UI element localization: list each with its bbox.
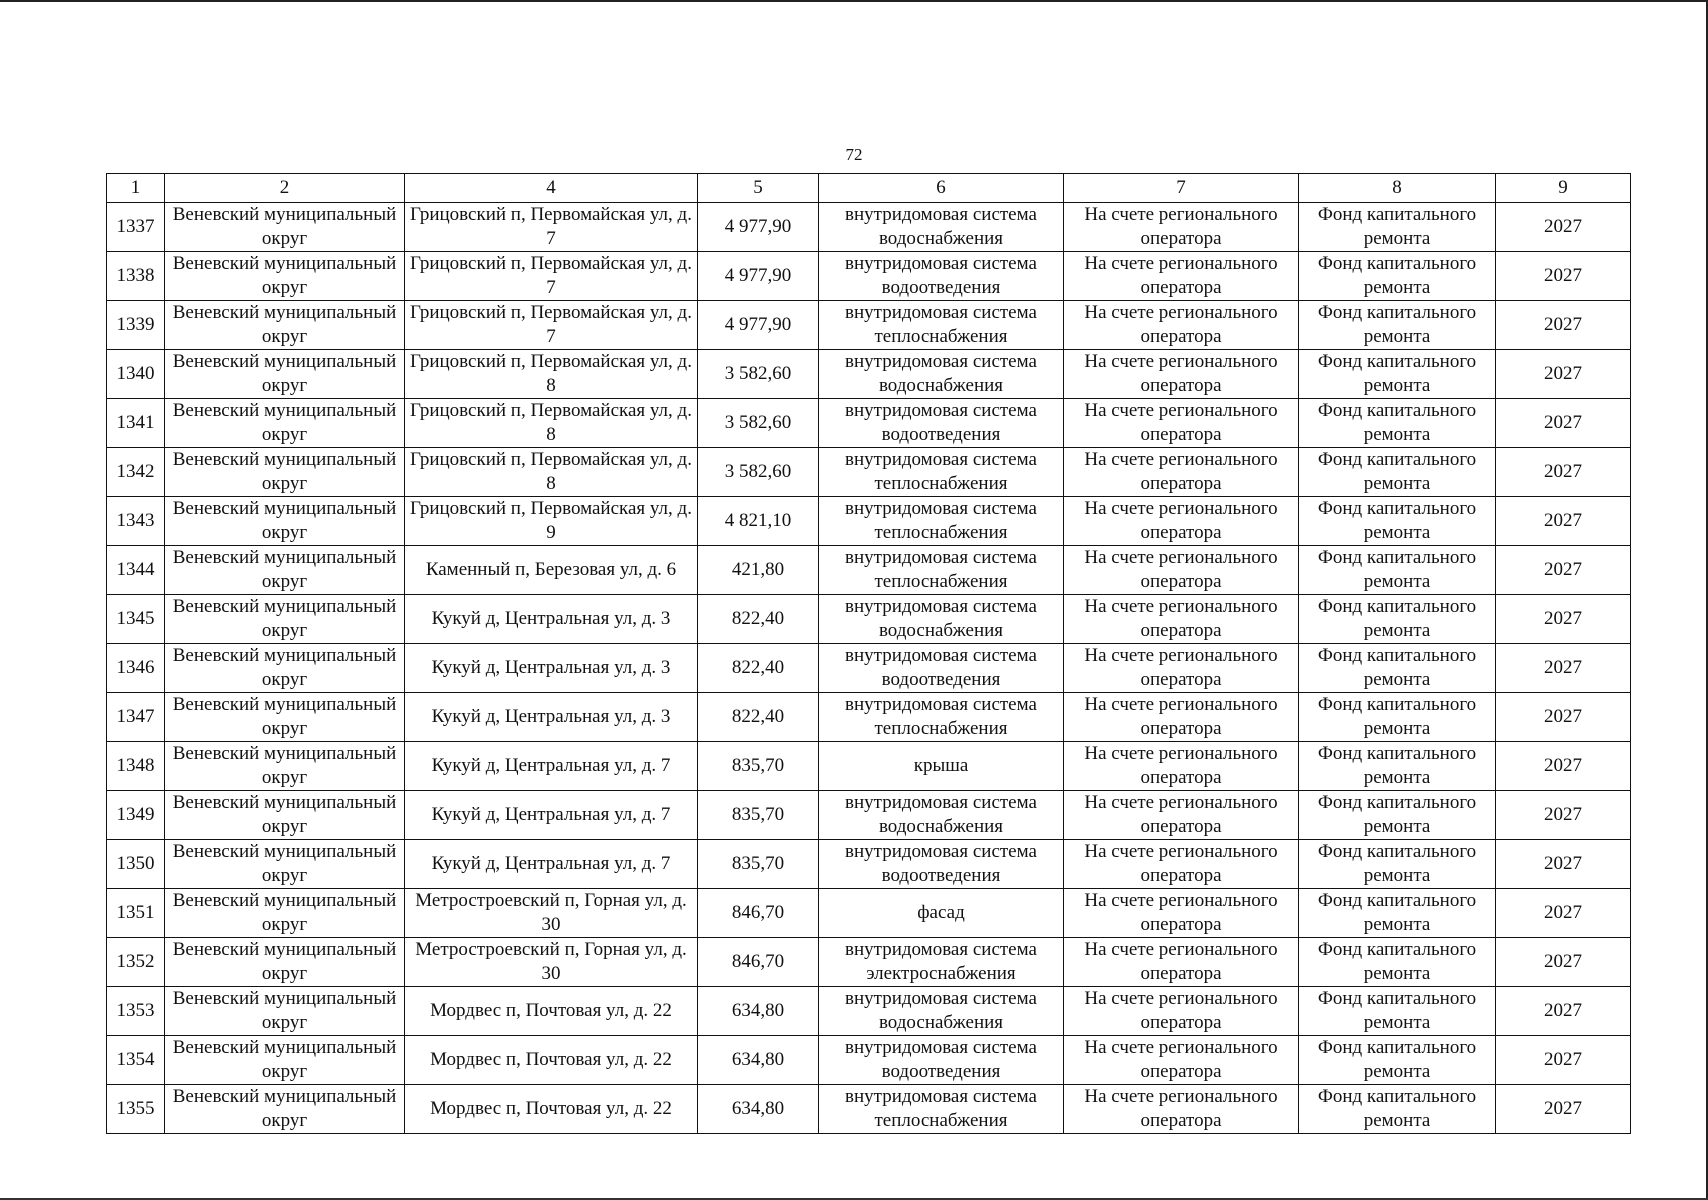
fund-account-cell: На счете регионального оператора (1064, 840, 1299, 889)
funding-source-cell: Фонд капитального ремонта (1299, 301, 1496, 350)
address-cell: Кукуй д, Центральная ул, д. 3 (405, 595, 698, 644)
work-type-cell: внутридомовая система теплоснабжения (819, 301, 1064, 350)
table-row (107, 791, 1631, 840)
year-cell: 2027 (1496, 693, 1631, 742)
funding-source-cell: Фонд капитального ремонта (1299, 889, 1496, 938)
table-row (107, 1085, 1631, 1134)
municipality-cell: Веневский муниципальный округ (165, 301, 405, 350)
address-cell: Кукуй д, Центральная ул, д. 3 (405, 693, 698, 742)
fund-account-cell: На счете регионального оператора (1064, 693, 1299, 742)
fund-account-cell: На счете регионального оператора (1064, 644, 1299, 693)
address-cell: Грицовский п, Первомайская ул, д. 7 (405, 252, 698, 301)
area-cell: 4 977,90 (698, 252, 819, 301)
year-cell: 2027 (1496, 1085, 1631, 1134)
row-number-cell: 1348 (107, 742, 165, 791)
municipality-cell: Веневский муниципальный округ (165, 448, 405, 497)
year-cell: 2027 (1496, 350, 1631, 399)
table-row (107, 252, 1631, 301)
municipality-cell: Веневский муниципальный округ (165, 595, 405, 644)
fund-account-cell: На счете регионального оператора (1064, 987, 1299, 1036)
table-row (107, 1036, 1631, 1085)
row-number-cell: 1344 (107, 546, 165, 595)
area-cell: 3 582,60 (698, 350, 819, 399)
funding-source-cell: Фонд капитального ремонта (1299, 938, 1496, 987)
row-number-cell: 1340 (107, 350, 165, 399)
row-number-cell: 1343 (107, 497, 165, 546)
area-cell: 634,80 (698, 987, 819, 1036)
fund-account-cell: На счете регионального оператора (1064, 742, 1299, 791)
table-row (107, 546, 1631, 595)
fund-account-cell: На счете регионального оператора (1064, 1036, 1299, 1085)
address-cell: Метростроевский п, Горная ул, д. 30 (405, 889, 698, 938)
table-header-row (107, 174, 1631, 203)
funding-source-cell: Фонд капитального ремонта (1299, 203, 1496, 252)
area-cell: 3 582,60 (698, 448, 819, 497)
fund-account-cell: На счете регионального оператора (1064, 448, 1299, 497)
funding-source-cell: Фонд капитального ремонта (1299, 1085, 1496, 1134)
year-cell: 2027 (1496, 889, 1631, 938)
funding-source-cell: Фонд капитального ремонта (1299, 791, 1496, 840)
capital-repair-table (106, 173, 1631, 1134)
year-cell: 2027 (1496, 497, 1631, 546)
funding-source-cell: Фонд капитального ремонта (1299, 546, 1496, 595)
area-cell: 822,40 (698, 595, 819, 644)
column-header: 5 (698, 174, 819, 203)
year-cell: 2027 (1496, 742, 1631, 791)
column-header: 2 (165, 174, 405, 203)
area-cell: 835,70 (698, 742, 819, 791)
address-cell: Кукуй д, Центральная ул, д. 3 (405, 644, 698, 693)
fund-account-cell: На счете регионального оператора (1064, 252, 1299, 301)
address-cell: Мордвес п, Почтовая ул, д. 22 (405, 987, 698, 1036)
funding-source-cell: Фонд капитального ремонта (1299, 252, 1496, 301)
work-type-cell: внутридомовая система теплоснабжения (819, 497, 1064, 546)
table-row (107, 399, 1631, 448)
municipality-cell: Веневский муниципальный округ (165, 497, 405, 546)
work-type-cell: внутридомовая система водоснабжения (819, 791, 1064, 840)
row-number-cell: 1349 (107, 791, 165, 840)
funding-source-cell: Фонд капитального ремонта (1299, 742, 1496, 791)
column-header: 7 (1064, 174, 1299, 203)
work-type-cell: внутридомовая система водоотведения (819, 644, 1064, 693)
row-number-cell: 1341 (107, 399, 165, 448)
fund-account-cell: На счете регионального оператора (1064, 497, 1299, 546)
funding-source-cell: Фонд капитального ремонта (1299, 448, 1496, 497)
fund-account-cell: На счете регионального оператора (1064, 203, 1299, 252)
funding-source-cell: Фонд капитального ремонта (1299, 693, 1496, 742)
column-header: 8 (1299, 174, 1496, 203)
funding-source-cell: Фонд капитального ремонта (1299, 987, 1496, 1036)
work-type-cell: внутридомовая система теплоснабжения (819, 1085, 1064, 1134)
work-type-cell: крыша (819, 742, 1064, 791)
area-cell: 822,40 (698, 693, 819, 742)
year-cell: 2027 (1496, 1036, 1631, 1085)
work-type-cell: внутридомовая система теплоснабжения (819, 693, 1064, 742)
year-cell: 2027 (1496, 203, 1631, 252)
municipality-cell: Веневский муниципальный округ (165, 546, 405, 595)
address-cell: Кукуй д, Центральная ул, д. 7 (405, 840, 698, 889)
table-row (107, 840, 1631, 889)
work-type-cell: внутридомовая система водоотведения (819, 252, 1064, 301)
funding-source-cell: Фонд капитального ремонта (1299, 497, 1496, 546)
funding-source-cell: Фонд капитального ремонта (1299, 350, 1496, 399)
table-row (107, 742, 1631, 791)
funding-source-cell: Фонд капитального ремонта (1299, 840, 1496, 889)
address-cell: Кукуй д, Центральная ул, д. 7 (405, 791, 698, 840)
row-number-cell: 1355 (107, 1085, 165, 1134)
row-number-cell: 1337 (107, 203, 165, 252)
area-cell: 846,70 (698, 938, 819, 987)
row-number-cell: 1347 (107, 693, 165, 742)
fund-account-cell: На счете регионального оператора (1064, 889, 1299, 938)
work-type-cell: внутридомовая система водоотведения (819, 840, 1064, 889)
year-cell: 2027 (1496, 595, 1631, 644)
fund-account-cell: На счете регионального оператора (1064, 546, 1299, 595)
area-cell: 634,80 (698, 1036, 819, 1085)
area-cell: 4 977,90 (698, 203, 819, 252)
fund-account-cell: На счете регионального оператора (1064, 350, 1299, 399)
column-header: 9 (1496, 174, 1631, 203)
work-type-cell: внутридомовая система электроснабжения (819, 938, 1064, 987)
fund-account-cell: На счете регионального оператора (1064, 595, 1299, 644)
work-type-cell: внутридомовая система водоснабжения (819, 595, 1064, 644)
table-row (107, 203, 1631, 252)
address-cell: Каменный п, Березовая ул, д. 6 (405, 546, 698, 595)
row-number-cell: 1353 (107, 987, 165, 1036)
work-type-cell: внутридомовая система водоотведения (819, 1036, 1064, 1085)
year-cell: 2027 (1496, 938, 1631, 987)
address-cell: Грицовский п, Первомайская ул, д. 9 (405, 497, 698, 546)
municipality-cell: Веневский муниципальный округ (165, 742, 405, 791)
address-cell: Мордвес п, Почтовая ул, д. 22 (405, 1036, 698, 1085)
table-row (107, 497, 1631, 546)
area-cell: 4 821,10 (698, 497, 819, 546)
municipality-cell: Веневский муниципальный округ (165, 203, 405, 252)
row-number-cell: 1338 (107, 252, 165, 301)
table-body (107, 203, 1631, 1134)
municipality-cell: Веневский муниципальный округ (165, 938, 405, 987)
municipality-cell: Веневский муниципальный округ (165, 1085, 405, 1134)
column-header: 6 (819, 174, 1064, 203)
funding-source-cell: Фонд капитального ремонта (1299, 595, 1496, 644)
municipality-cell: Веневский муниципальный округ (165, 791, 405, 840)
fund-account-cell: На счете регионального оператора (1064, 1085, 1299, 1134)
address-cell: Грицовский п, Первомайская ул, д. 8 (405, 399, 698, 448)
municipality-cell: Веневский муниципальный округ (165, 889, 405, 938)
table-row (107, 693, 1631, 742)
work-type-cell: внутридомовая система водоснабжения (819, 203, 1064, 252)
fund-account-cell: На счете регионального оператора (1064, 399, 1299, 448)
table-row (107, 889, 1631, 938)
municipality-cell: Веневский муниципальный округ (165, 987, 405, 1036)
row-number-cell: 1345 (107, 595, 165, 644)
year-cell: 2027 (1496, 546, 1631, 595)
funding-source-cell: Фонд капитального ремонта (1299, 1036, 1496, 1085)
year-cell: 2027 (1496, 987, 1631, 1036)
funding-source-cell: Фонд капитального ремонта (1299, 644, 1496, 693)
address-cell: Грицовский п, Первомайская ул, д. 8 (405, 350, 698, 399)
municipality-cell: Веневский муниципальный округ (165, 1036, 405, 1085)
work-type-cell: внутридомовая система водоснабжения (819, 350, 1064, 399)
address-cell: Мордвес п, Почтовая ул, д. 22 (405, 1085, 698, 1134)
year-cell: 2027 (1496, 840, 1631, 889)
row-number-cell: 1339 (107, 301, 165, 350)
address-cell: Грицовский п, Первомайская ул, д. 8 (405, 448, 698, 497)
row-number-cell: 1350 (107, 840, 165, 889)
scan-edge-top (0, 0, 1708, 2)
municipality-cell: Веневский муниципальный округ (165, 399, 405, 448)
year-cell: 2027 (1496, 399, 1631, 448)
row-number-cell: 1351 (107, 889, 165, 938)
work-type-cell: внутридомовая система водоснабжения (819, 987, 1064, 1036)
municipality-cell: Веневский муниципальный округ (165, 840, 405, 889)
work-type-cell: внутридомовая система водоотведения (819, 399, 1064, 448)
work-type-cell: внутридомовая система теплоснабжения (819, 448, 1064, 497)
municipality-cell: Веневский муниципальный округ (165, 350, 405, 399)
area-cell: 634,80 (698, 1085, 819, 1134)
address-cell: Метростроевский п, Горная ул, д. 30 (405, 938, 698, 987)
table-row (107, 938, 1631, 987)
area-cell: 421,80 (698, 546, 819, 595)
area-cell: 822,40 (698, 644, 819, 693)
area-cell: 846,70 (698, 889, 819, 938)
column-header: 4 (405, 174, 698, 203)
row-number-cell: 1354 (107, 1036, 165, 1085)
fund-account-cell: На счете регионального оператора (1064, 301, 1299, 350)
fund-account-cell: На счете регионального оператора (1064, 791, 1299, 840)
work-type-cell: фасад (819, 889, 1064, 938)
table-row (107, 987, 1631, 1036)
row-number-cell: 1352 (107, 938, 165, 987)
address-cell: Грицовский п, Первомайская ул, д. 7 (405, 301, 698, 350)
row-number-cell: 1346 (107, 644, 165, 693)
year-cell: 2027 (1496, 252, 1631, 301)
address-cell: Грицовский п, Первомайская ул, д. 7 (405, 203, 698, 252)
area-cell: 835,70 (698, 791, 819, 840)
table-row (107, 301, 1631, 350)
page-number: 72 (845, 145, 863, 164)
year-cell: 2027 (1496, 448, 1631, 497)
year-cell: 2027 (1496, 644, 1631, 693)
address-cell: Кукуй д, Центральная ул, д. 7 (405, 742, 698, 791)
work-type-cell: внутридомовая система теплоснабжения (819, 546, 1064, 595)
municipality-cell: Веневский муниципальный округ (165, 693, 405, 742)
fund-account-cell: На счете регионального оператора (1064, 938, 1299, 987)
area-cell: 835,70 (698, 840, 819, 889)
area-cell: 3 582,60 (698, 399, 819, 448)
table-row (107, 595, 1631, 644)
year-cell: 2027 (1496, 301, 1631, 350)
municipality-cell: Веневский муниципальный округ (165, 252, 405, 301)
table-row (107, 350, 1631, 399)
area-cell: 4 977,90 (698, 301, 819, 350)
municipality-cell: Веневский муниципальный округ (165, 644, 405, 693)
funding-source-cell: Фонд капитального ремонта (1299, 399, 1496, 448)
table-row (107, 644, 1631, 693)
table-row (107, 448, 1631, 497)
year-cell: 2027 (1496, 791, 1631, 840)
column-header: 1 (107, 174, 165, 203)
row-number-cell: 1342 (107, 448, 165, 497)
